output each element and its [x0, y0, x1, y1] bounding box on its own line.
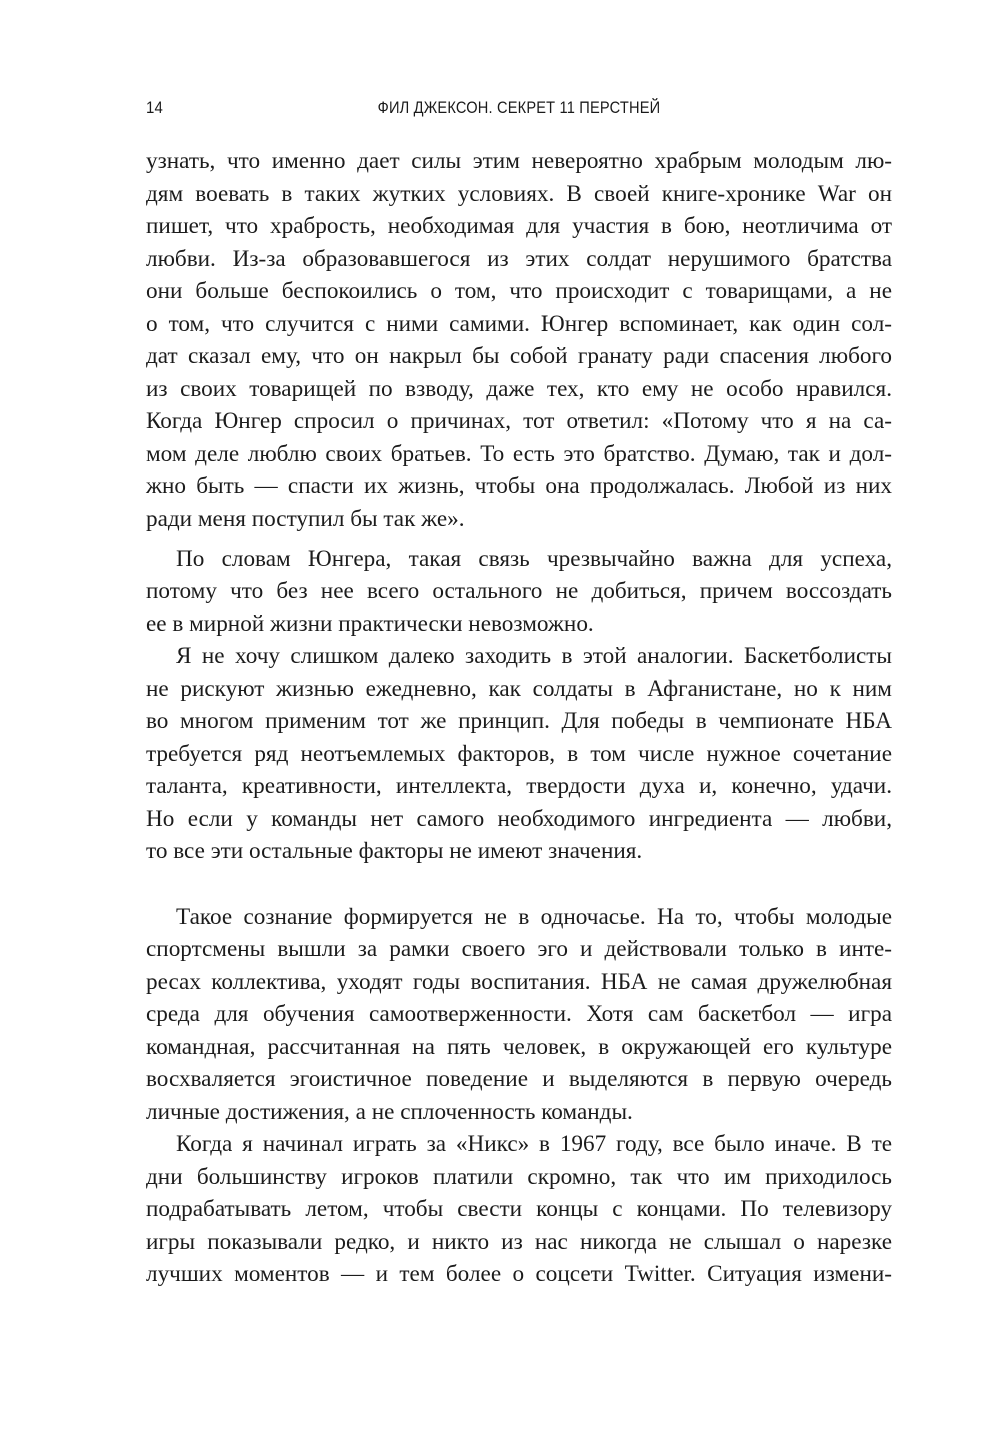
text-line: таланта, креативности, интеллекта, твердости духа и, конечно, удачи.	[146, 773, 892, 799]
text-line: лучших моментов — и тем более о соцсети Twitter. Ситуация измени-	[146, 1261, 892, 1287]
text-line: спортсмены вышли за рамки своего эго и действовали только в инте-	[146, 936, 892, 962]
text-line: Я не хочу слишком далеко заходить в этой аналогии. Баскетболисты	[176, 643, 892, 669]
paragraph	[146, 543, 892, 641]
paragraph-gap	[146, 535, 892, 543]
paragraph	[146, 1128, 892, 1291]
text-line: требуется ряд неотъемлемых факторов, в том числе нужное сочетание	[146, 740, 892, 767]
text-line: Такое сознание формируется не в одночасье. На то, чтобы молодые	[176, 903, 892, 930]
text-line: потому что без нее всего остального не добиться, причем воссоздать	[146, 578, 892, 604]
text-line: Когда Юнгер спросил о причинах, тот ответил: «Потому что я на са-	[146, 408, 892, 434]
paragraph	[146, 640, 892, 868]
text-line: игры показывали редко, и никто из нас никогда не слышал о нарезке	[146, 1228, 892, 1255]
text-line: По словам Юнгера, такая связь чрезвычайно важна для успеха,	[176, 545, 892, 572]
text-line: ради меня поступил бы так же».	[146, 505, 465, 532]
text-line: жно быть — спасти их жизнь, чтобы она продолжалась. Любой из них	[146, 473, 892, 499]
text-line: любви. Из-за образовавшегося из этих солдат нерушимого братства	[146, 245, 892, 272]
text-line: ее в мирной жизни практически невозможно.	[146, 610, 594, 637]
text-line: не рискуют жизнью ежедневно, как солдаты в Афганистане, но к ним	[146, 675, 892, 702]
text-line: дям воевать в таких жутких условиях. В своей книге-хронике War он	[146, 180, 892, 207]
text-line: мом деле люблю своих братьев. То есть это братство. Думаю, так и дол-	[146, 440, 892, 467]
running-head	[146, 98, 892, 122]
text-line: Когда я начинал играть за «Никс» в 1967 году, все было иначе. В те	[176, 1131, 892, 1157]
text-line: командная, рассчитанная на пять человек, в окружающей его культуре	[146, 1033, 892, 1060]
text-line: то все эти остальные факторы не имеют значения.	[146, 838, 643, 864]
text-line: пишет, что храбрость, необходимая для участия в бою, неотличима от	[146, 213, 892, 239]
text-line: личные достижения, а не сплоченность команды.	[146, 1098, 633, 1125]
text-line: дат сказал ему, что он накрыл бы собой гранату ради спасения любого	[146, 343, 892, 369]
paragraph	[146, 145, 892, 535]
text-line: ресах коллектива, уходят годы воспитания. НБА не самая дружелюбная	[146, 968, 892, 995]
text-line: из своих товарищей по взводу, даже тех, кто ему не особо нравился.	[146, 375, 892, 402]
text-line: о том, что случится с ними самими. Юнгер вспоминает, как один сол-	[146, 310, 892, 337]
text-line: Но если у команды нет самого необходимого ингредиента — любви,	[146, 805, 892, 832]
text-line: во многом применим тот же принцип. Для победы в чемпионате НБА	[146, 708, 892, 734]
text-line: узнать, что именно дает силы этим невероятно храбрым молодым лю-	[146, 148, 892, 174]
text-line: среда для обучения самоотверженности. Хотя сам баскетбол — игра	[146, 1001, 892, 1027]
page-number: 14	[146, 98, 163, 117]
text-line: восхваляется эгоистичное поведение и выделяются в первую очередь	[146, 1066, 892, 1092]
text-line: подрабатывать летом, чтобы свести концы с концами. По телевизору	[146, 1196, 892, 1222]
running-title: ФИЛ ДЖЕКСОН. СЕКРЕТ 11 ПЕРСТНЕЙ	[377, 98, 661, 117]
text-line: они больше беспокоились о том, что происходит с товарищами, а не	[146, 278, 892, 304]
section-break	[146, 868, 892, 901]
body-text	[146, 145, 892, 1291]
text-line: дни большинству игроков платили скромно, так что им приходилось	[146, 1163, 892, 1190]
paragraph	[146, 901, 892, 1129]
